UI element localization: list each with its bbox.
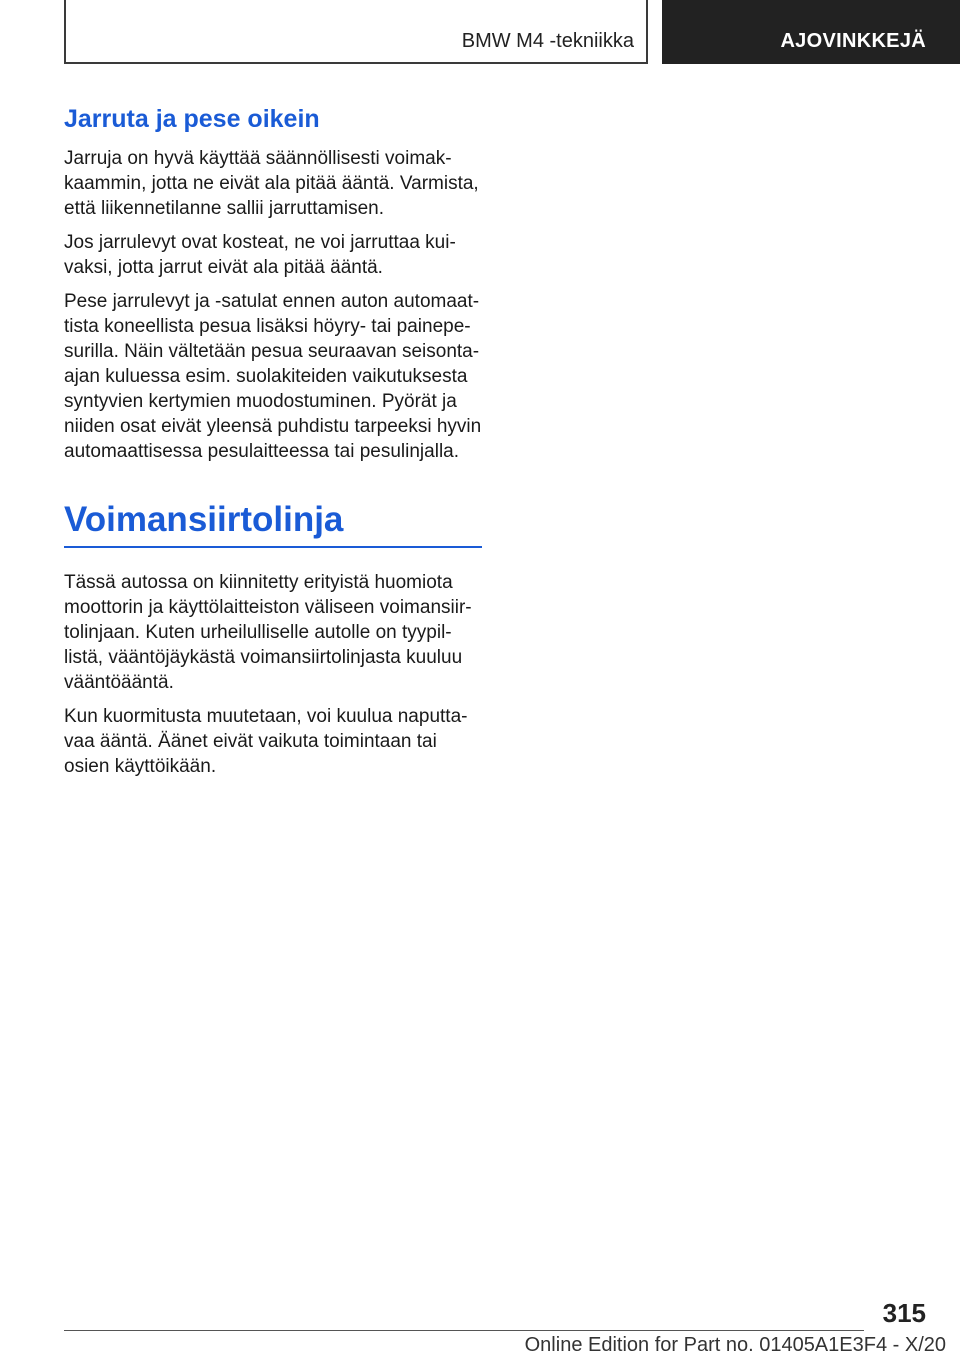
section-heading-braking: Jarruta ja pese oikein — [64, 105, 320, 133]
paragraph: Kun kuormitusta muutetaan, voi kuulua naputtavaa ääntä. Äänet eivät vaikuta toimintaan tai osien käyttöikään. — [64, 706, 468, 777]
page-content — [64, 100, 482, 788]
paragraph: Tässä autossa on kiinnitetty erityistä huomiota moottorin ja käyttölaitteiston väliseen voimansiirtolinjaan. Kuten urheilulliselle autolle on tyypillistä, vääntöjäykästä voimansiirtolinjasta kuuluu vääntöääntä. — [64, 572, 472, 693]
section-heading-drivetrain: Voimansiirtolinja — [64, 494, 482, 548]
header-manual-box — [64, 0, 648, 64]
manual-title: BMW M4 -tekniikka — [461, 30, 634, 52]
section-title: AJOVINKKEJÄ — [780, 30, 926, 52]
footer-edition-text: Online Edition for Part no. 01405A1E3F4 - X/20 — [524, 1334, 946, 1356]
footer-divider — [64, 1330, 864, 1331]
paragraph: Jos jarrulevyt ovat kosteat, ne voi jarruttaa kuivaksi, jotta jarrut eivät ala pitää ääntä. — [64, 232, 456, 278]
paragraph: Jarruja on hyvä käyttää säännöllisesti voimakkaammin, jotta ne eivät ala pitää ääntä. Varmista, että liikennetilanne sallii jarruttamisen. — [64, 148, 479, 219]
header-section-tab — [662, 0, 960, 64]
page-number: 315 — [882, 1298, 926, 1328]
paragraph: Pese jarrulevyt ja -satulat ennen auton automaattista koneellista pesua lisäksi höyry- tai painepesurilla. Näin vältetään pesua seuraavan seisontaajan kuluessa esim. suolakiteiden vaikutuksesta syntyvien kertymien muodostuminen. Pyörät ja niiden osat eivät yleensä puhdistu tarpeeksi hyvin automaattisessa pesulaitteessa tai pesulinjalla. — [64, 291, 482, 462]
